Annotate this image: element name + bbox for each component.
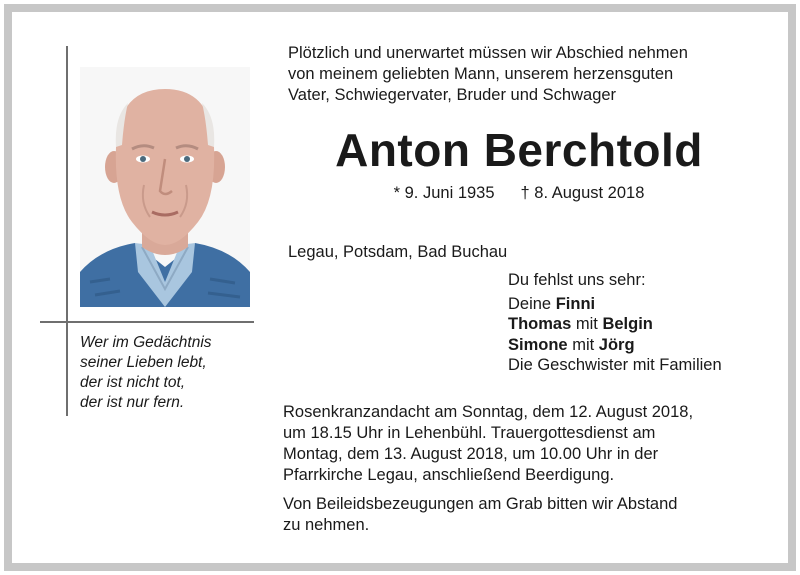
mourner-name: Jörg: [598, 335, 635, 354]
memorial-quote: [80, 333, 260, 413]
mourners-list: [508, 270, 722, 376]
portrait-photo: [80, 67, 250, 307]
service-line: Montag, dem 13. August 2018, um 10.00 Uhr in der: [283, 445, 659, 463]
death-date: † 8. August 2018: [520, 184, 645, 202]
mourner-name: Thomas: [508, 315, 572, 333]
service-details: [283, 402, 753, 486]
portrait-illustration: [80, 67, 250, 307]
mourners-lead: Du fehlst uns sehr:: [508, 271, 646, 289]
request-line: Von Beileidsbezeugungen am Grab bitten wir Abstand: [283, 495, 678, 513]
horizontal-rule: [40, 321, 254, 323]
mourner-line: [508, 314, 722, 335]
vertical-rule: [66, 46, 68, 416]
quote-line: der ist nicht tot,: [80, 374, 186, 391]
places-line: Legau, Potsdam, Bad Buchau: [288, 243, 508, 261]
quote-line: seiner Lieben lebt,: [80, 354, 207, 371]
service-line: um 18.15 Uhr in Lehenbühl. Trauergottesdienst am: [283, 424, 656, 442]
deceased-name: Anton Berchtold: [335, 124, 703, 176]
mourner-name: Simone: [508, 335, 568, 354]
quote-line: der ist nur fern.: [80, 394, 185, 411]
service-line: Rosenkranzandacht am Sonntag, dem 12. August 2018,: [283, 403, 694, 421]
life-dates: [288, 182, 750, 204]
mourner-name: Finni: [555, 294, 596, 313]
mourner-text: Deine: [508, 294, 556, 313]
mourner-name: Belgin: [602, 315, 653, 333]
mourner-line: [508, 335, 722, 356]
intro-line: Plötzlich und unerwartet müssen wir Abschied nehmen: [288, 44, 688, 62]
mourner-text: mit: [571, 315, 603, 333]
quote-line: Wer im Gedächtnis: [80, 334, 212, 351]
condolence-request: [283, 494, 753, 536]
intro-line: von meinem geliebten Mann, unserem herzensguten: [288, 65, 674, 83]
mourner-line: [508, 294, 722, 315]
service-line: Pfarrkirche Legau, anschließend Beerdigung.: [283, 466, 615, 484]
mourner-line: Die Geschwister mit Familien: [508, 356, 722, 374]
intro-line: Vater, Schwiegervater, Bruder und Schwager: [288, 86, 617, 104]
mourner-text: mit: [567, 335, 599, 354]
intro-text: [288, 43, 750, 106]
birth-date: * 9. Juni 1935: [393, 184, 495, 202]
request-line: zu nehmen.: [283, 516, 370, 534]
